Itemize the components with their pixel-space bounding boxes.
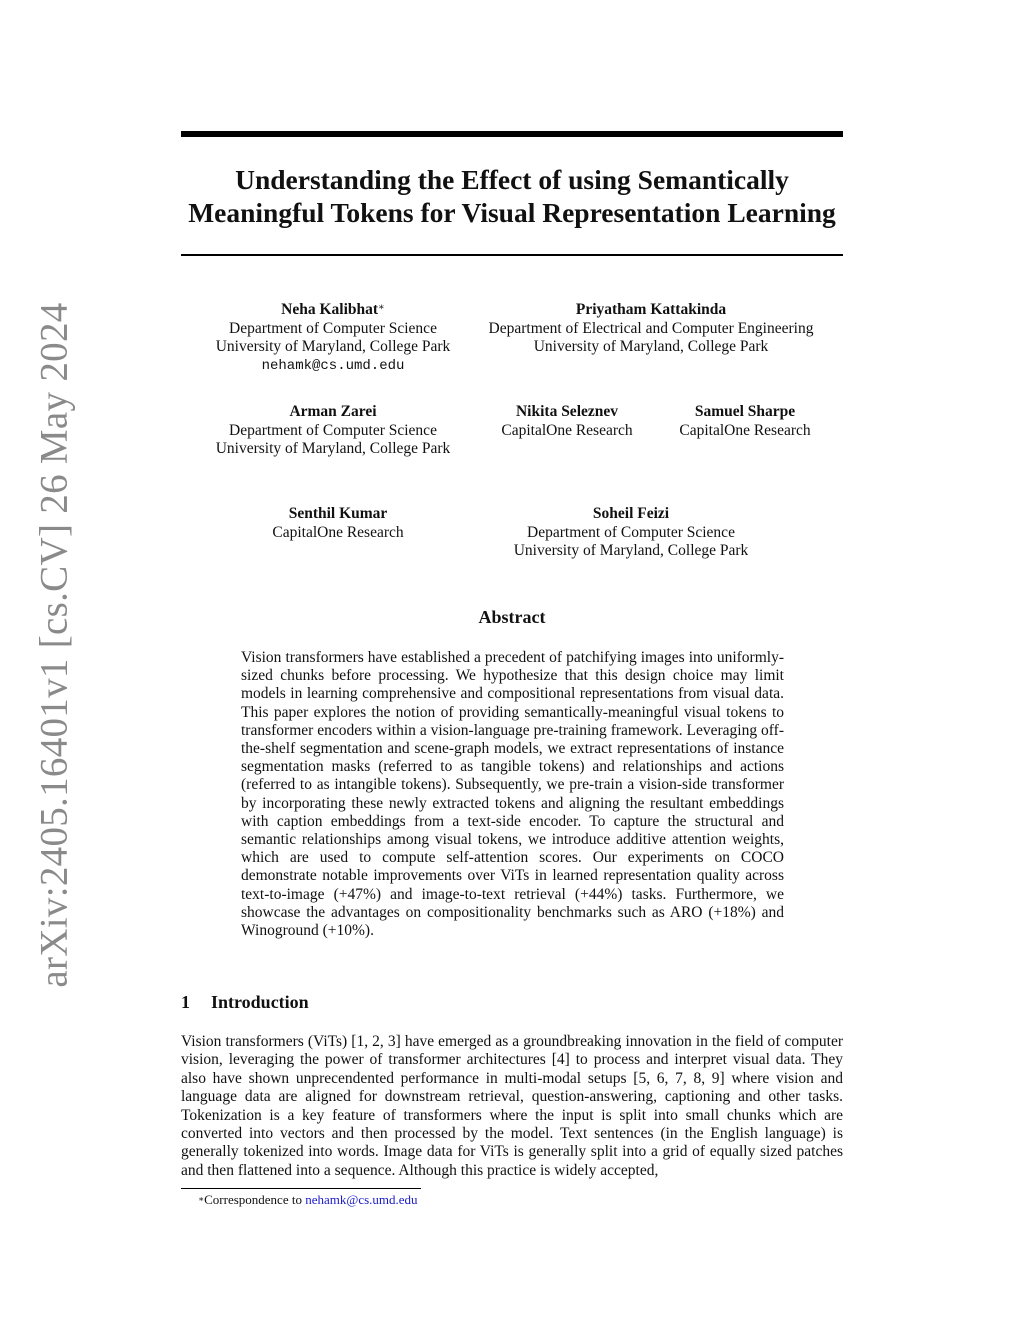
title-line-2: Meaningful Tokens for Visual Representation Learning (188, 197, 836, 228)
author-block-2 (489, 301, 814, 357)
author-institution: University of Maryland, College Park (215, 338, 451, 355)
author-block-6 (272, 505, 403, 542)
footnote (198, 1192, 418, 1208)
author-name: Soheil Feizi (592, 505, 670, 522)
author-name: Samuel Sharpe (694, 403, 796, 420)
section-number: 1 (181, 992, 190, 1012)
author-affiliation: Department of Electrical and Computer Engineering (488, 319, 814, 337)
author-email[interactable]: nehamk@cs.umd.edu (261, 357, 405, 374)
author-affiliation: CapitalOne Research (272, 523, 404, 541)
introduction-text: Vision transformers (ViTs) [1, 2, 3] have emerged as a groundbreaking innovation in the field of computer vision, leveraging the power of transformer architectures [4] to process and interpret visual data. They also have shown unprecendented performance in multi-modal setups [5, 6, 7, 8, 9] where vision and language data are aligned for downstream retrieval, question-answering, captioning and other tasks. Tokenization is a key feature of transformers where the input is split into small chunks which are converted into vectors and then processed by the model. Text sentences (in the English language) is generally tokenized into words. Image data for ViTs is generally split into a grid of equally sized patches and then flattened into a sequence. Although this practice is widely accepted, (181, 1033, 843, 1179)
author-institution: University of Maryland, College Park (513, 542, 749, 559)
author-block-5 (679, 403, 810, 440)
paper-title (181, 163, 843, 229)
arxiv-identifier: arXiv:2405.16401v1 [cs.CV] 26 May 2024 (32, 302, 76, 988)
author-name: Neha Kalibhat (281, 301, 379, 318)
author-institution: University of Maryland, College Park (215, 440, 451, 457)
title-top-rule (181, 131, 843, 137)
author-block-7 (514, 505, 749, 561)
author-name: Senthil Kumar (288, 505, 388, 522)
abstract-heading: Abstract (478, 607, 546, 627)
author-block-4 (501, 403, 632, 440)
author-block-1 (216, 301, 451, 375)
author-affiliation: Department of Computer Science (229, 421, 437, 439)
author-affiliation: Department of Computer Science (527, 523, 735, 541)
title-line-1: Understanding the Effect of using Semantically (235, 164, 789, 195)
author-name: Arman Zarei (289, 403, 377, 420)
section-title: Introduction (211, 992, 309, 1012)
author-footnote-mark: ∗ (378, 302, 385, 313)
author-affiliation: Department of Computer Science (229, 319, 437, 337)
author-affiliation: CapitalOne Research (501, 421, 633, 439)
section-heading (181, 992, 309, 1013)
author-block-3 (216, 403, 451, 459)
title-bottom-rule (181, 254, 843, 256)
author-institution: University of Maryland, College Park (533, 338, 769, 355)
author-name: Nikita Seleznev (515, 403, 619, 420)
footnote-mark: ∗ (198, 1194, 205, 1204)
footnote-email-link[interactable]: nehamk@cs.umd.edu (305, 1192, 418, 1207)
abstract-text: Vision transformers have established a precedent of patchifying images into uniformly-sized chunks before processing. We hypothesize that this design choice may limit models in learning comprehensive and compositional representations from visual data. This paper explores the notion of providing semantically-meaningful visual tokens to transformer encoders within a vision-language pre-training framework. Leveraging off-the-shelf segmentation and scene-graph models, we extract representations of instance segmentation masks (referred to as tangible tokens) and relationships and actions (referred to as intangible tokens). Subsequently, we pre-train a vision-side transformer by incorporating these newly extracted tokens and aligning the resultant embeddings with caption embeddings from a text-side encoder. To capture the structural and semantic relationships among visual tokens, we introduce additive attention weights, which are used to compute self-attention scores. Our experiments on COCO demonstrate notable improvements over ViTs in learned representation quality across text-to-image (+47%) and image-to-text retrieval (+44%) tasks. Furthermore, we showcase the advantages on compositionality benchmarks such as ARO (+18%) and Winoground (+10%). (241, 649, 784, 940)
author-affiliation: CapitalOne Research (679, 421, 811, 439)
author-name: Priyatham Kattakinda (575, 301, 727, 318)
footnote-text: Correspondence to (204, 1192, 306, 1207)
footnote-rule (181, 1188, 421, 1189)
